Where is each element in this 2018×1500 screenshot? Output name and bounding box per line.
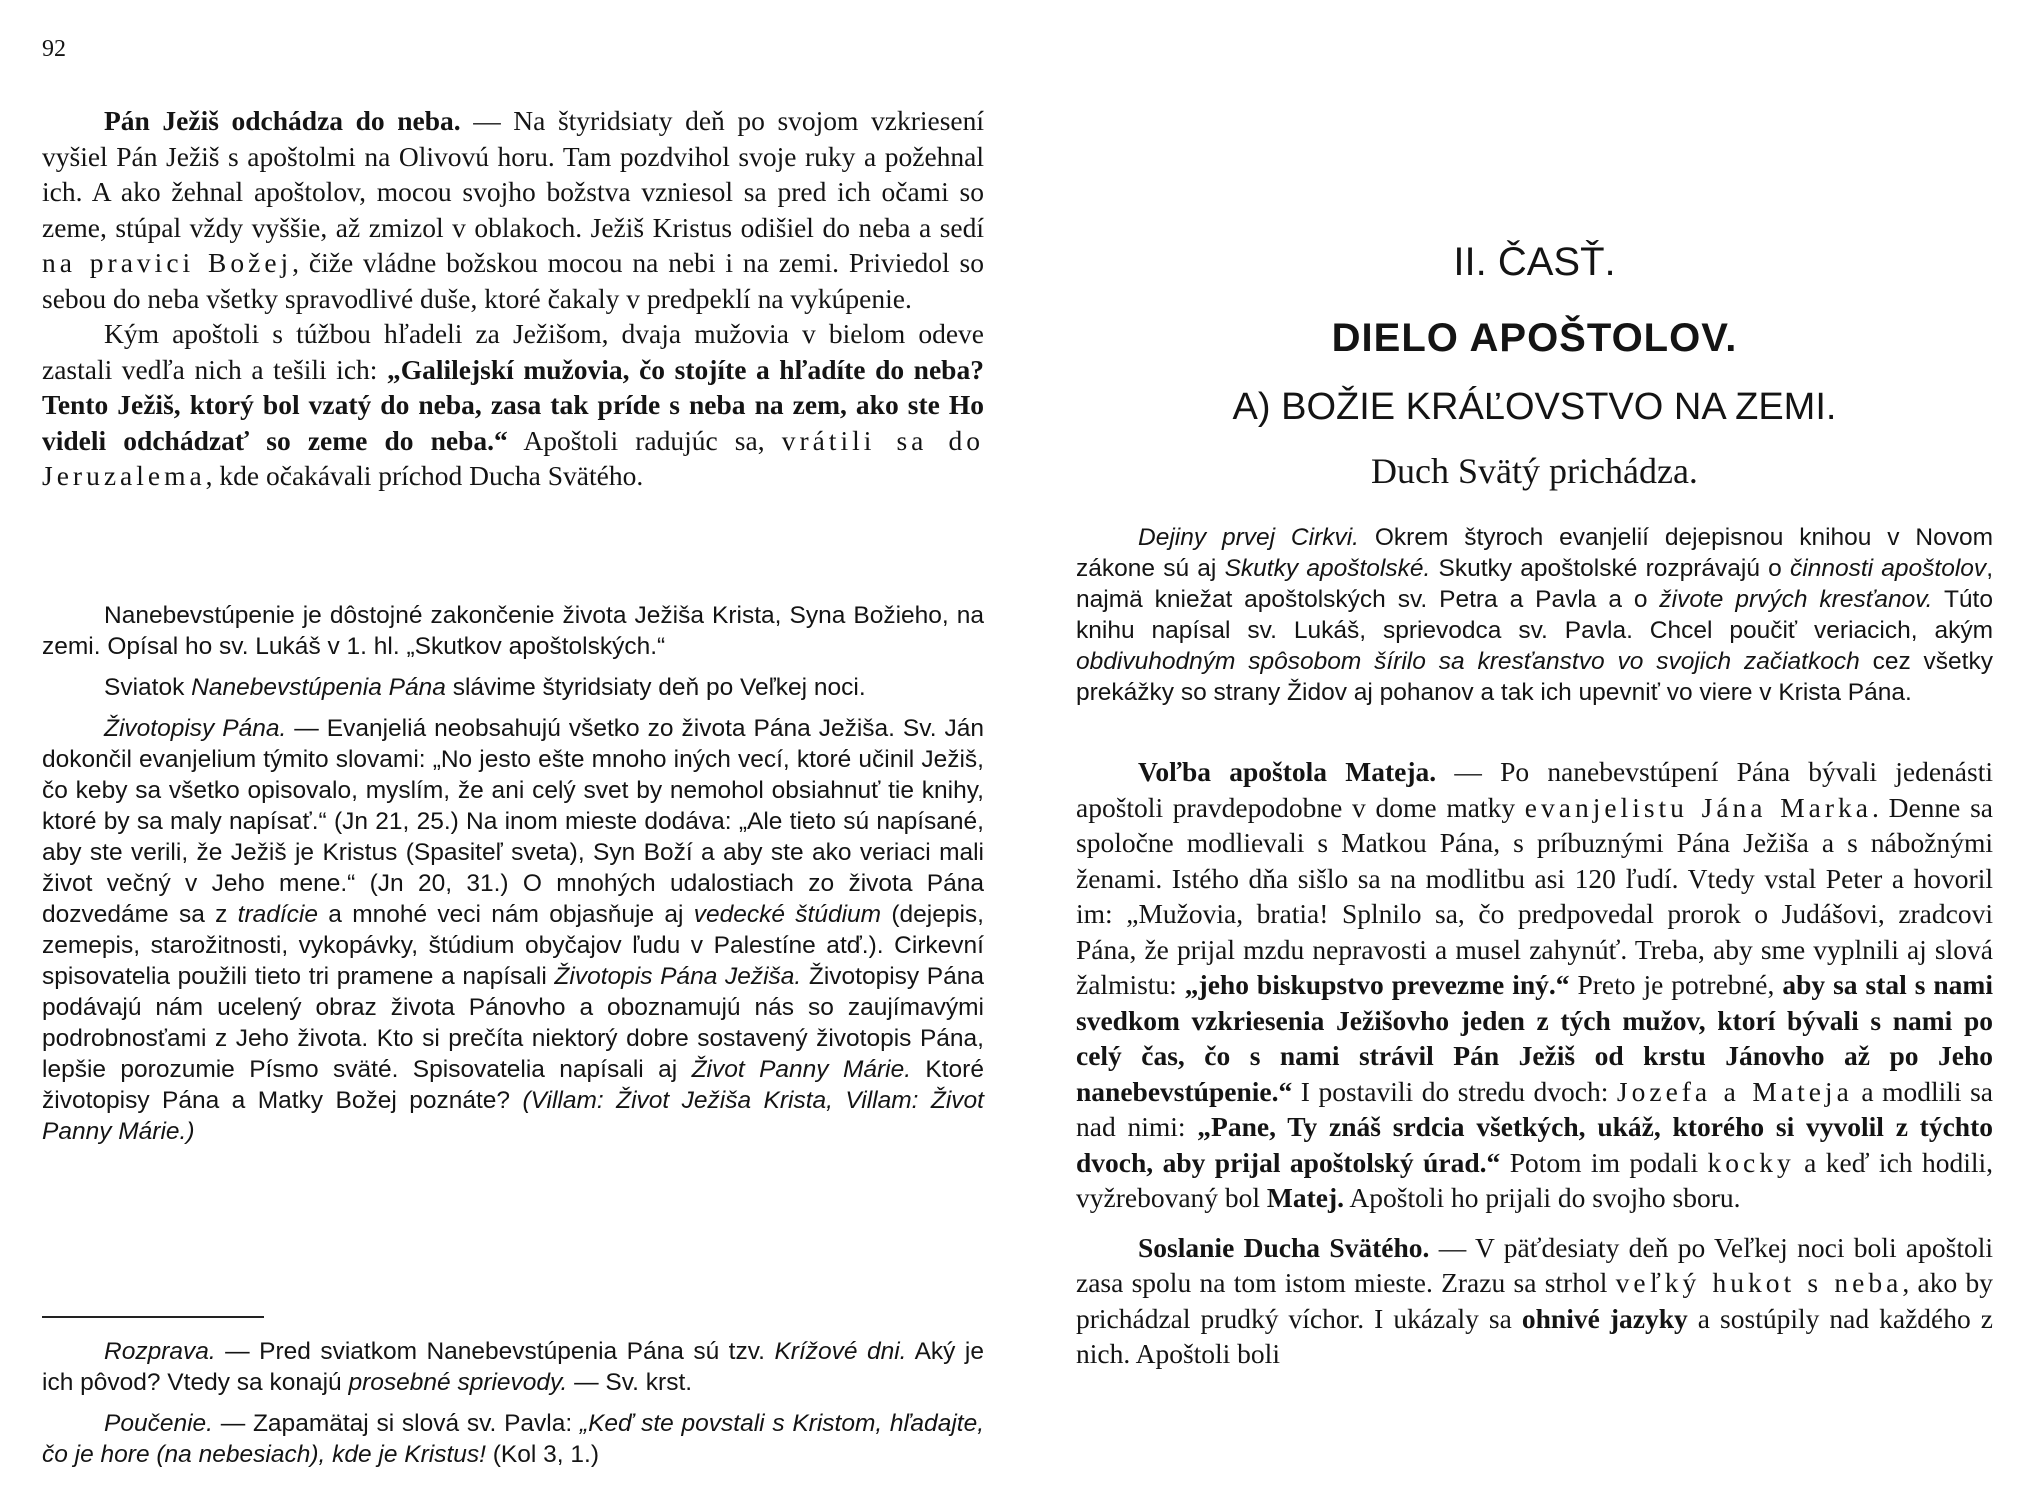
paragraph-lesson: Poučenie. — Zapamätaj si slová sv. Pavla: „Keď ste povstali s Kristom, hľadajte, čo je hore (na nebesiach), kde je Kristus! (Kol 3, 1.) [42,1410,984,1468]
right-page [1009,0,2018,1500]
right-commentary-block [1076,522,1993,708]
paragraph-discussion: Rozprava. — Pred sviatkom Nanebevstúpenia Pána sú tzv. Krížové dni. Aký je ich pôvod? Vtedy sa konajú prosebné sprievody. — Sv. krst. [42,1338,984,1396]
main-text-block [42,103,984,494]
commentary-block [42,600,984,1147]
right-main-text-block [1076,754,1993,1372]
paragraph-heading: Poučenie. [104,1410,213,1437]
paragraph-feast: Sviatok Nanebevstúpenia Pána slávime štyridsiaty deň po Veľkej noci. [104,674,866,701]
paragraph-heading: Dejiny prvej Cirkvi. [1138,524,1359,551]
section-heading: A) BOŽIE KRÁĽOVSTVO NA ZEMI. [1232,386,1837,428]
paragraph-ascension: Pán Ježiš odchádza do neba. — Na štyridsiaty deň po svojom vzkriesení vyšiel Pán Ježiš s apoštolmi na Olivovú horu. Tam pozdvihol svoje ruky a požehnal ich. A ako žehnal apoštolov, mocou svojho božstva vzniesol sa pred ich očami so zeme, stúpal vždy vyššie, až zmizol v oblakoch. Ježiš Kristus odišiel do neba a sedí na pravici Božej, čiže vládne božskou mocou na nebi i na zemi. Priviedol so sebou do neba všetky spravodlivé duše, ktoré čakaly v predpeklí na vykúpenie. [42,105,985,314]
paragraph-heading: Soslanie Ducha Svätého. [1138,1231,1430,1263]
paragraph-church-history: Dejiny prvej Cirkvi. Okrem štyroch evanjelií dejepisnou knihou v Novom zákone sú aj Skutky apoštolské. Skutky apoštolské rozprávajú o činnosti apoštolov, najmä kniežat apoštolských sv. Petra a Pavla a o živote prvých kresťanov. Túto knihu napísal sv. Lukáš, sprievodca sv. Pavla. Chcel poučiť veriacich, akým obdivuhodným spôsobom šírilo sa kresťanstvo vo svojich začiatkoch cez všetky prekážky so strany Židov aj pohanov a tak ich upevniť vo viere v Krista Pána. [1076,524,1994,706]
chapter-heading: Duch Svätý prichádza. [1371,451,1698,491]
page-number: 92 [42,36,66,62]
part-title: DIELO APOŠTOLOV. [1331,316,1738,360]
paragraph-biographies: Životopisy Pána. — Evanjeliá neobsahujú všetko zo života Pána Ježiša. Sv. Ján dokončil evanjelium týmito slovami: „No jesto ešte mnoho iných vecí, ktoré učinil Ježiš, čo keby sa všetko opisovalo, myslím, že ani celý svet by nemohol obsiahnuť tie knihy, ktoré by sa maly napísať.“ (Jn 21, 25.) Na inom mieste dodáva: „Ale tieto sú napísané, aby ste verili, že Ježiš je Kristus (Spasiteľ sveta), Syn Boží a aby ste ako veriaci mali život večný v Jeho mene.“ (Jn 20, 31.) O mnohých udalostiach zo života Pána dozvedáme sa z tradície a mnohé veci nám objasňuje aj vedecké štúdium (dejepis, zemepis, starožitnosti, vykopávky, štúdium obyčajov ľudu v Palestíne atď.). Cirkevní spisovatelia použili tieto tri pramene a napísali Životopis Pána Ježiša. Životopisy Pána podávajú nám ucelený obraz života Pánovho a oboznamujú nás so zaujímavými podrobnosťami z Jeho života. Kto si prečíta niektorý dobre sostavený životopis Pána, lepšie porozumie Písmo sväté. Spisovatelia napísali aj Život Panny Márie. Ktoré životopisy Pána a Matky Božej poznáte? (Villam: Život Ježiša Krista, Villam: Život Panny Márie.) [42,715,984,1145]
paragraph-ascension-note: Nanebevstúpenie je dôstojné zakončenie života Ježiša Krista, Syna Božieho, na zemi. Opísal ho sv. Lukáš v 1. hl. „Skutkov apoštolských.“ [42,602,984,660]
paragraph-heading: Životopisy Pána. [104,715,287,742]
footnote-divider [42,1316,264,1318]
paragraph-two-men: Kým apoštoli s túžbou hľadeli za Ježišom, dvaja mužovia v bielom odeve zastali vedľa nich a tešili ich: „Galilejskí mužovia, čo stojíte a hľadíte do neba? Tento Ježiš, ktorý bol vzatý do neba, zasa tak príde s neba na zem, ako ste Ho videli odchádzať so zeme do neba.“ Apoštoli radujúc sa, vrátili sa do Jeruzalema, kde očakávali príchod Ducha Svätého. [42,318,984,491]
paragraph-pentecost: Soslanie Ducha Svätého. — V päťdesiaty deň po Veľkej noci boli apoštoli zasa spolu na tom istom mieste. Zrazu sa strhol veľký hukot s neba, ako by prichádzal prudký víchor. I ukázaly sa ohnivé jazyky a sostúpily nad každého z nich. Apoštoli boli [1076,1231,1994,1369]
exercise-block [42,1336,984,1470]
paragraph-matthias: Voľba apoštola Mateja. — Po nanebevstúpení Pána bývali jedenásti apoštoli pravdepodobne v dome matky evanjelistu Jána Marka. Denne sa spoločne modlievali s Matkou Pána, s príbuznými Pána Ježiša a s nábožnými ženami. Istého dňa sišlo sa na modlitbu asi 120 ľudí. Vtedy vstal Peter a hovoril im: „Mužovia, bratia! Splnilo sa, čo predpovedal prorok o Judášovi, zradcovi Pána, že prijal mzdu nepravosti a musel zahynúť. Treba, aby sme vyplnili aj slová žalmistu: „jeho biskupstvo prevezme iný.“ Preto je potrebné, aby sa stal s nami svedkom vzkriesenia Ježišovho jeden z tých mužov, ktorí bývali s nami po celý čas, čo s nami strávil Pán Ježiš od krstu Jánovho až po Jeho nanebevstúpenie.“ I postavili do stredu dvoch: Jozefa a Mateja a modlili sa nad nimi: „Pane, Ty znáš srdcia všetkých, ukáž, ktorého si vyvolil z týchto dvoch, aby prijal apoštolský úrad.“ Potom im podali kocky a keď ich hodili, vyžrebovaný bol Matej. Apoštoli ho prijali do svojho sboru. [1076,756,1994,1213]
paragraph-heading: Voľba apoštola Mateja. [1138,756,1437,787]
paragraph-heading: Pán Ježiš odchádza do neba. [104,105,461,136]
part-heading: II. ČASŤ. [1453,240,1616,284]
paragraph-heading: Rozprava. [104,1338,216,1365]
